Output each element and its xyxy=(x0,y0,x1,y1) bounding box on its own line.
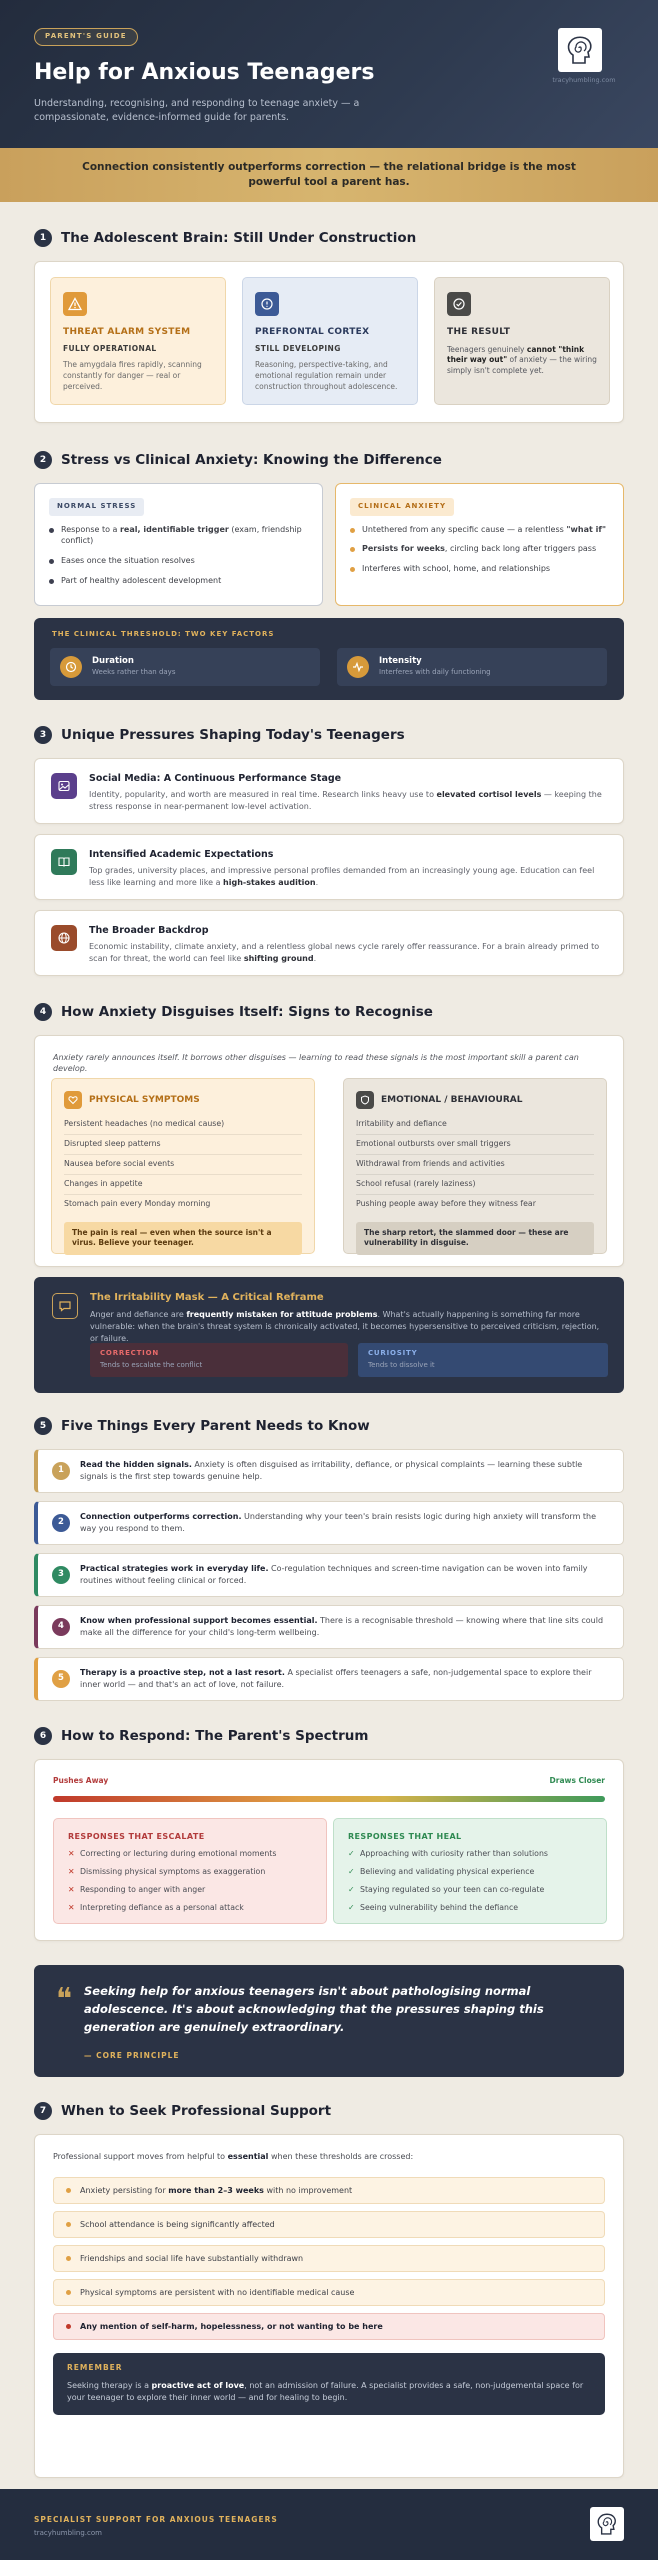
section-number: 2 xyxy=(34,451,52,469)
threshold-item: School attendance is being significantly affected xyxy=(53,2211,605,2238)
section-1-heading xyxy=(34,227,416,249)
page-header xyxy=(0,0,658,148)
spectrum-card xyxy=(34,1759,624,1941)
symptom-item: Nausea before social events xyxy=(64,1155,302,1175)
symptom-item: Stomach pain every Monday morning xyxy=(64,1198,211,1208)
signs-intro: Anxiety rarely announces itself. It borrows other disguises — learning to read these signals is the most important skill a parent can develop. xyxy=(53,1053,579,1074)
list-item: ✓ Seeing vulnerability behind the defiance xyxy=(348,1902,519,1912)
list-item: Response to a real, identifiable trigger (exam, friendship conflict) xyxy=(49,524,308,547)
section-number: 4 xyxy=(34,1003,52,1021)
five-item-2: 2 Connection outperforms correction. Understanding why your teen's brain resists logic during high anxiety will transform the way you respond to them. xyxy=(34,1501,624,1545)
section-title: When to Seek Professional Support xyxy=(61,2102,332,2119)
check-icon: ✓ xyxy=(348,1849,355,1859)
cross-icon: ✕ xyxy=(68,1867,75,1877)
pressure-body: Top grades, university places, and impressive personal profiles demanded from an increasingly young age. Education can feel less like learning and more like a high-stakes audition. xyxy=(89,866,595,887)
five-item-5: 5 Therapy is a proactive step, not a last resort. A specialist offers teenagers a safe, non-judgemental space to explore their inner world — and that's an act of love, not failure. xyxy=(34,1657,624,1701)
pulse-icon xyxy=(347,656,369,678)
five-item-4: 4 Know when professional support becomes essential. There is a recognisable threshold — knowing where that line sits could make all the difference for your child's long-term wellbeing. xyxy=(34,1605,624,1649)
pressure-title: Social Media: A Continuous Performance Stage xyxy=(89,773,342,784)
section-6-heading xyxy=(34,1725,368,1747)
section-number: 7 xyxy=(34,2102,52,2120)
threshold-item-urgent: Any mention of self-harm, hopelessness, or not wanting to be here xyxy=(53,2313,605,2340)
list-item: Part of healthy adolescent development xyxy=(49,575,308,587)
physical-symptoms-box xyxy=(51,1078,315,1254)
pushes-away-label: Pushes Away xyxy=(53,1776,109,1785)
mask-title: The Irritability Mask — A Critical Reframe xyxy=(90,1292,324,1303)
box-title: EMOTIONAL / BEHAVIOURAL xyxy=(381,1094,523,1105)
prefrontal-cortex-box xyxy=(242,277,418,405)
box-body: Reasoning, perspective-taking, and emotional regulation remain under construction throughout adolescence. xyxy=(255,360,398,391)
heal-box: RESPONSES THAT HEAL ✓ Approaching with curiosity rather than solutions ✓ Believing and validating physical experience ✓ Staying regulated so your teen can co-regulate ✓ Seeing vulnerability behind the defiance xyxy=(333,1818,607,1924)
symptom-note: The sharp retort, the slammed door — these are vulnerability in disguise. xyxy=(356,1222,594,1256)
guide-badge: PARENT'S GUIDE xyxy=(34,28,138,46)
signs-card xyxy=(34,1035,624,1267)
globe-icon xyxy=(51,925,77,951)
page-title: Help for Anxious Teenagers xyxy=(34,59,375,85)
warning-icon xyxy=(63,292,87,316)
section-3-heading xyxy=(34,724,405,746)
symptom-item: Pushing people away before they witness fear xyxy=(356,1198,536,1208)
remember-box: REMEMBER Seeking therapy is a proactive act of love, not an admission of failure. A specialist provides a safe, non-judgemental space for your teenager to explore their inner world — and for healing to begin. xyxy=(53,2353,605,2415)
clinical-anxiety-card xyxy=(335,483,624,606)
list-item: Untethered from any specific cause — a relentless "what if" xyxy=(350,524,609,536)
footer-logo[interactable] xyxy=(590,2507,624,2541)
pressure-backdrop xyxy=(34,910,624,976)
quote-mark-icon: ❝ xyxy=(56,1982,73,2017)
threshold-label: THE CLINICAL THRESHOLD: TWO KEY FACTORS xyxy=(52,630,275,638)
box-body: Teenagers genuinely cannot "think their way out" of anxiety — the wiring simply isn't complete yet. xyxy=(447,344,597,376)
pressure-academic xyxy=(34,834,624,900)
box-title: THE RESULT xyxy=(447,327,511,337)
check-icon: ✓ xyxy=(348,1867,355,1877)
brain-icon xyxy=(255,292,279,316)
list-item: ✓ Approaching with curiosity rather than solutions xyxy=(348,1849,548,1859)
symptom-item: Emotional outbursts over small triggers xyxy=(356,1135,594,1155)
section-number: 5 xyxy=(34,1417,52,1435)
pressure-title: Intensified Academic Expectations xyxy=(89,849,274,860)
threshold-item: Friendships and social life have substantially withdrawn xyxy=(53,2245,605,2272)
list-item: ✕ Dismissing physical symptoms as exaggeration xyxy=(68,1867,266,1877)
page-subtitle: Understanding, recognising, and responding to teenage anxiety — a compassionate, evidence-informed guide for parents. xyxy=(34,97,360,123)
footer-url[interactable]: tracyhumbling.com xyxy=(34,2529,102,2537)
section-number: 6 xyxy=(34,1727,52,1745)
section-7-heading xyxy=(34,2100,331,2122)
clinical-threshold-panel xyxy=(34,618,624,700)
section-title: The Adolescent Brain: Still Under Construction xyxy=(61,229,417,246)
box-body: The amygdala fires rapidly, scanning constantly for danger — real or perceived. xyxy=(63,360,202,391)
footer-title: SPECIALIST SUPPORT FOR ANXIOUS TEENAGERS xyxy=(34,2515,278,2524)
list-item: ✓ Believing and validating physical experience xyxy=(348,1867,535,1877)
cross-icon: ✕ xyxy=(68,1885,75,1894)
section-number: 3 xyxy=(34,726,52,744)
five-item-3: 3 Practical strategies work in everyday life. Co-regulation techniques and screen-time navigation can be woven into family routines without feeling clinical or forced. xyxy=(34,1553,624,1597)
cross-icon: ✕ xyxy=(68,1902,75,1912)
brain-card xyxy=(34,261,624,423)
clock-icon xyxy=(60,656,82,678)
check-icon xyxy=(447,292,471,316)
mask-body: Anger and defiance are frequently mistaken for attitude problems. What's actually happening is something far more vulnerable: when the brain's threat system is chronically activated, it becomes hypersensitive to perceived criticism, rejection, or failure. xyxy=(90,1310,600,1343)
escalate-box: RESPONSES THAT ESCALATE ✕ Correcting or lecturing during emotional moments ✕ Dismissing physical symptoms as exaggeration ✕ Responding to anger with anger ✕ Interpreting defiance as a personal attack xyxy=(53,1818,327,1924)
intensity-factor: Intensity Interferes with daily functioning xyxy=(337,648,607,686)
symptom-item: Irritability and defiance xyxy=(356,1115,594,1135)
book-icon xyxy=(51,849,77,875)
check-icon: ✓ xyxy=(348,1885,355,1894)
list-item: ✕ Correcting or lecturing during emotional moments xyxy=(68,1849,277,1859)
list-item: ✓ Staying regulated so your teen can co-regulate xyxy=(348,1885,545,1894)
symptom-item: Persistent headaches (no medical cause) xyxy=(64,1115,302,1135)
symptom-item: School refusal (rarely laziness) xyxy=(356,1175,594,1195)
check-icon: ✓ xyxy=(348,1902,355,1912)
spectrum-bar xyxy=(53,1796,605,1802)
box-subtitle: STILL DEVELOPING xyxy=(255,343,341,353)
normal-stress-card xyxy=(34,483,323,606)
section-title: Five Things Every Parent Needs to Know xyxy=(61,1417,370,1434)
pressure-body: Economic instability, climate anxiety, and a relentless global news cycle rarely offer reassurance. For a brain already primed to scan for threat, the world can feel like shifting ground. xyxy=(89,942,600,963)
section-title: How to Respond: The Parent's Spectrum xyxy=(61,1727,369,1744)
list-item: Persists for weeks, circling back long after triggers pass xyxy=(350,543,609,555)
shield-icon xyxy=(356,1091,374,1109)
symptom-item: Disrupted sleep patterns xyxy=(64,1135,302,1155)
section-2-heading xyxy=(34,449,442,471)
list-item: ✕ Interpreting defiance as a personal attack xyxy=(68,1902,244,1912)
irritability-mask-panel xyxy=(34,1277,624,1393)
box-title: PHYSICAL SYMPTOMS xyxy=(89,1094,200,1105)
duration-factor: Duration Weeks rather than days xyxy=(50,648,320,686)
symptom-note: The pain is real — even when the source isn't a virus. Believe your teenager. xyxy=(64,1222,302,1256)
symptom-item: Withdrawal from friends and activities xyxy=(356,1155,594,1175)
logo-caption[interactable]: tracyhumbling.com xyxy=(552,76,616,84)
box-title: THREAT ALARM SYSTEM xyxy=(63,327,191,337)
box-subtitle: FULLY OPERATIONAL xyxy=(63,343,157,353)
head-spiral-icon xyxy=(563,33,597,67)
site-logo[interactable] xyxy=(558,28,602,72)
section-title: Unique Pressures Shaping Today's Teenagers xyxy=(61,726,405,743)
heart-icon xyxy=(64,1091,82,1109)
quote-attribution: — CORE PRINCIPLE xyxy=(84,2051,180,2060)
section-5-heading xyxy=(34,1415,370,1437)
box-title: PREFRONTAL CORTEX xyxy=(255,327,370,337)
emotional-behavioural-box xyxy=(343,1078,607,1254)
professional-support-card xyxy=(34,2134,624,2478)
key-message-banner: Connection consistently outperforms correction — the relational bridge is the most powerful tool a parent has. xyxy=(0,148,658,202)
threshold-item: Anxiety persisting for more than 2–3 weeks with no improvement xyxy=(53,2177,605,2204)
threshold-item: Physical symptoms are persistent with no identifiable medical cause xyxy=(53,2279,605,2306)
curiosity-box: CURIOSITY Tends to dissolve it xyxy=(358,1343,608,1377)
pressure-social-media xyxy=(34,758,624,824)
section-4-heading xyxy=(34,1001,433,1023)
section-number: 1 xyxy=(34,229,52,247)
head-spiral-icon xyxy=(594,2511,620,2537)
support-intro: Professional support moves from helpful to essential when these thresholds are crossed: xyxy=(53,2152,414,2161)
result-box xyxy=(434,277,610,405)
five-item-1: 1 Read the hidden signals. Anxiety is often disguised as irritability, defiance, or physical complaints — learning these subtle signals is the first step towards genuine help. xyxy=(34,1449,624,1493)
cross-icon: ✕ xyxy=(68,1849,75,1859)
threat-alarm-box xyxy=(50,277,226,405)
pressure-body: Identity, popularity, and worth are measured in real time. Research links heavy use to elevated cortisol levels — keeping the stress response in near-permanent low-level activation. xyxy=(89,790,602,811)
section-title: Stress vs Clinical Anxiety: Knowing the Difference xyxy=(61,451,442,468)
list-item: ✕ Responding to anger with anger xyxy=(68,1885,206,1894)
clinical-anxiety-pill: CLINICAL ANXIETY xyxy=(350,498,454,516)
list-item: Interferes with school, home, and relationships xyxy=(350,563,609,575)
image-icon xyxy=(51,773,77,799)
normal-stress-pill: NORMAL STRESS xyxy=(49,498,144,516)
section-title: How Anxiety Disguises Itself: Signs to Recognise xyxy=(61,1003,433,1020)
quote-text: Seeking help for anxious teenagers isn't about pathologising normal adolescence. It's about acknowledging that the pressures shaping this generation are genuinely extraordinary. xyxy=(84,1984,544,2034)
symptom-item: Changes in appetite xyxy=(64,1175,302,1195)
draws-closer-label: Draws Closer xyxy=(549,1776,605,1785)
speech-bubble-icon xyxy=(52,1293,78,1319)
page-footer xyxy=(0,2489,658,2560)
pressure-title: The Broader Backdrop xyxy=(89,925,209,936)
list-item: Eases once the situation resolves xyxy=(49,555,308,567)
core-principle-quote xyxy=(34,1965,624,2077)
correction-box: CORRECTION Tends to escalate the conflict xyxy=(90,1343,348,1377)
